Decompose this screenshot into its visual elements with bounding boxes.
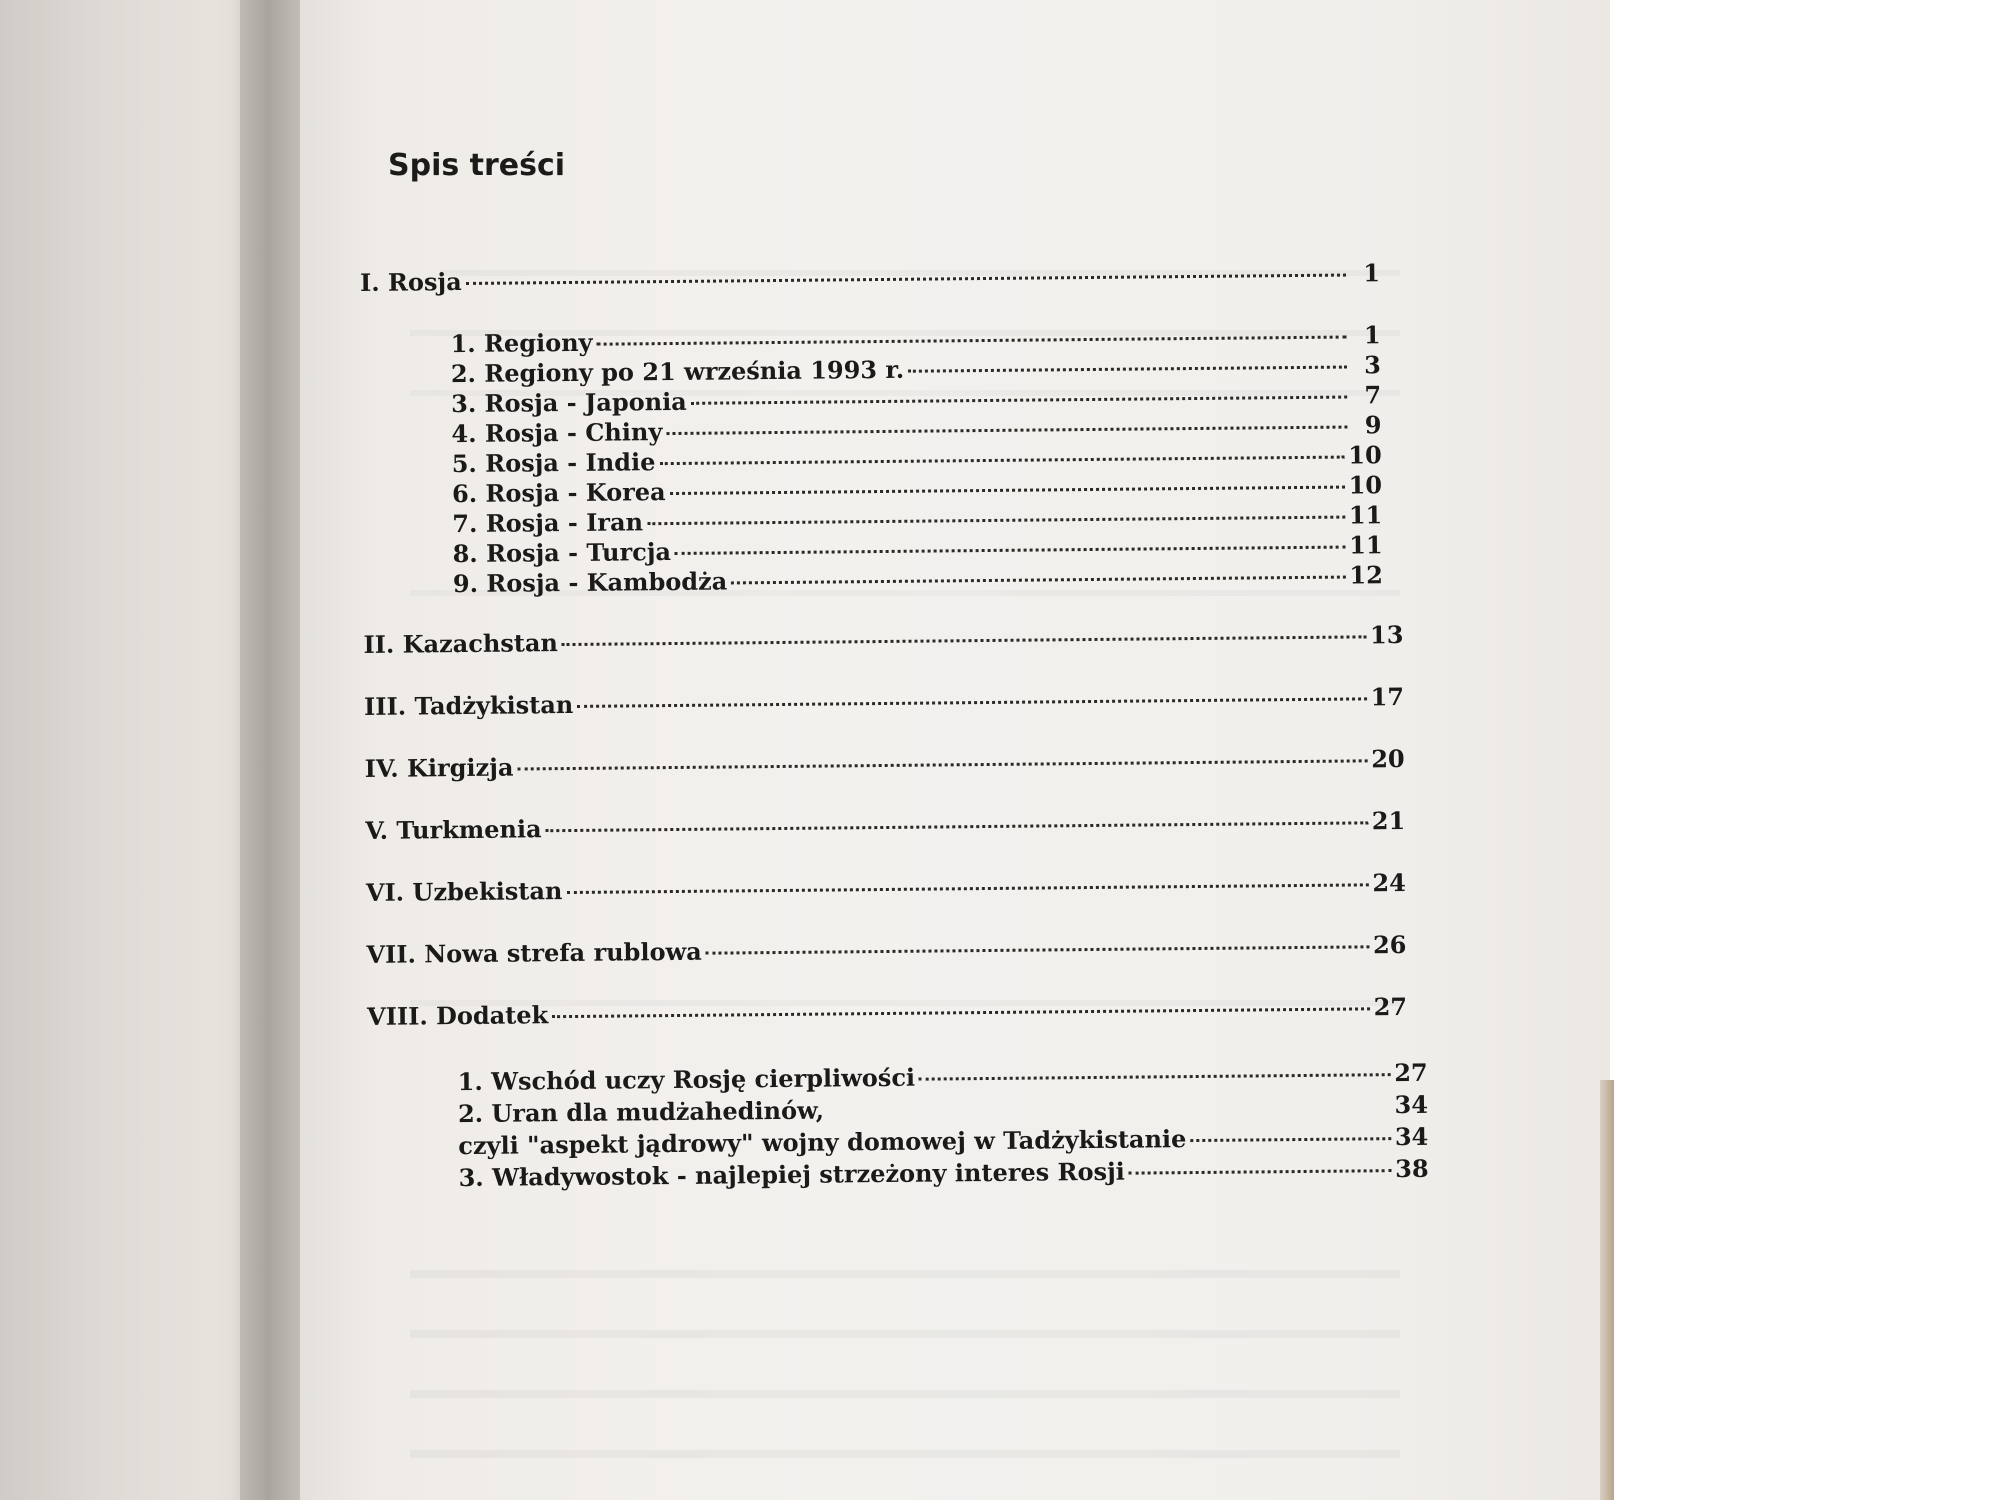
- dot-leader: [552, 1007, 1369, 1018]
- toc-chapter: [365, 744, 1405, 783]
- section-title: 2. Uran dla mudżahedinów,: [457, 1095, 825, 1129]
- dot-leader: [597, 336, 1347, 346]
- page-number: 1: [1363, 320, 1381, 350]
- page-number: 38: [1395, 1153, 1429, 1184]
- dot-leader: [517, 759, 1367, 770]
- dot-leader: [919, 1073, 1390, 1081]
- dot-leader: [466, 274, 1346, 285]
- dot-leader: [691, 396, 1347, 405]
- dot-leader: [566, 883, 1368, 894]
- page-number: 27: [1394, 1057, 1428, 1088]
- page-number: 13: [1369, 620, 1404, 650]
- chapter-title: IV. Kirgizja: [364, 752, 514, 783]
- section-title: 7. Rosja - Iran: [452, 507, 644, 539]
- dot-leader: [908, 366, 1347, 373]
- dot-leader: [577, 697, 1366, 708]
- page-number: 17: [1370, 681, 1405, 712]
- chapter-title: III. Tadżykistan: [363, 689, 574, 721]
- dot-leader: [731, 576, 1345, 585]
- page-number: 12: [1349, 560, 1384, 590]
- toc-chapter: [365, 806, 1405, 845]
- toc-chapter: [363, 620, 1403, 659]
- dot-leader: [675, 546, 1345, 555]
- page-number: 21: [1371, 805, 1406, 836]
- page-number: 34: [1394, 1089, 1429, 1120]
- section-title: 6. Rosja - Korea: [451, 477, 666, 509]
- dot-leader: [1129, 1169, 1391, 1175]
- dot-leader: [666, 426, 1347, 436]
- toc-chapter: [364, 682, 1404, 721]
- dot-leader: [562, 635, 1366, 646]
- chapter-title: V. Turkmenia: [365, 814, 542, 845]
- dot-leader: [670, 486, 1345, 495]
- leader-space: [828, 1105, 1391, 1113]
- chapter-title: I. Rosja: [359, 267, 462, 297]
- page-number: 20: [1371, 743, 1405, 774]
- page-number: 27: [1373, 991, 1408, 1022]
- toc-chapter: [367, 992, 1407, 1031]
- toc-section: [458, 1154, 1428, 1192]
- section-title: 2. Regiony po 21 września 1993 r.: [450, 354, 905, 389]
- page-number: 26: [1372, 929, 1407, 960]
- toc-chapter: [360, 258, 1380, 297]
- page-number: 1: [1363, 258, 1381, 288]
- toc-chapter: [366, 930, 1406, 969]
- page-number: 10: [1348, 440, 1382, 470]
- dot-leader: [647, 516, 1345, 526]
- page-number: 11: [1348, 500, 1383, 530]
- section-title: 1. Wschód uczy Rosję cierpliwości: [457, 1062, 916, 1097]
- chapter-title: VIII. Dodatek: [366, 1000, 549, 1031]
- section-title: 3. Rosja - Japonia: [451, 386, 687, 419]
- page-number: 24: [1372, 867, 1406, 898]
- dot-leader: [706, 945, 1369, 954]
- page-number: 10: [1348, 470, 1383, 500]
- page-number: 11: [1349, 530, 1383, 560]
- page-number: 34: [1394, 1121, 1429, 1152]
- page-number: 3: [1364, 350, 1381, 380]
- page-number: 9: [1364, 410, 1382, 440]
- dot-leader: [1190, 1137, 1391, 1142]
- page-number: 7: [1364, 380, 1382, 410]
- section-title: 1. Regiony: [450, 327, 593, 359]
- toc-chapter: [366, 868, 1406, 907]
- page-title: Spis treści: [388, 148, 566, 183]
- section-title: 8. Rosja - Turcja: [452, 537, 672, 569]
- chapter-title: VII. Nowa strefa rublowa: [366, 936, 702, 969]
- section-title: 4. Rosja - Chiny: [451, 417, 663, 449]
- section-title: 3. Władywostok - najlepiej strzeżony interes Rosji: [458, 1156, 1125, 1193]
- dot-leader: [659, 456, 1344, 466]
- chapter-title: II. Kazachstan: [363, 628, 559, 659]
- section-title: 9. Rosja - Kambodża: [452, 566, 728, 599]
- section-title: 5. Rosja - Indie: [451, 447, 656, 479]
- dot-leader: [546, 821, 1368, 832]
- section-title: czyli "aspekt jądrowy" wojny domowej w Tadżykistanie: [458, 1124, 1187, 1161]
- chapter-title: VI. Uzbekistan: [365, 876, 563, 907]
